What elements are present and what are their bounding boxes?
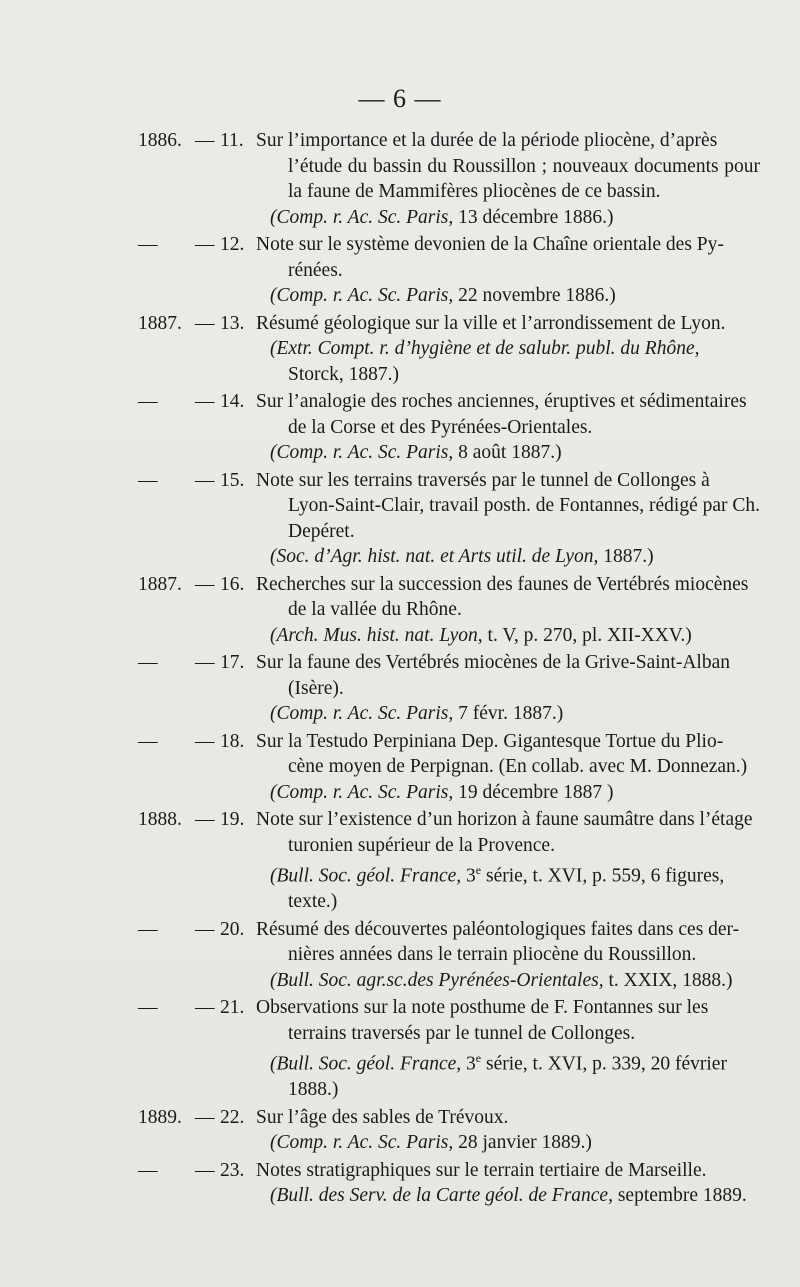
entry-reference-continued: 1888.) — [288, 1079, 339, 1100]
entry-head — [138, 232, 760, 258]
reference-details: 19 décembre 1887 ) — [453, 781, 614, 803]
entry-title: Recherches sur la succession des faunes de Vertébrés miocènes — [256, 573, 749, 595]
entry-reference — [138, 336, 760, 362]
reference-details: série, t. XVI, p. 339, 20 février — [481, 1053, 727, 1075]
entry-number: 23. — [220, 1159, 245, 1181]
bibliography-entry — [138, 995, 760, 1103]
entry-head — [138, 128, 760, 154]
entry-year: — — [138, 234, 158, 255]
entry-dash: — — [195, 809, 215, 830]
reference-journal: (Bull. des Serv. de la Carte géol. de France, — [270, 1185, 613, 1206]
entry-head — [138, 572, 760, 598]
reference-details: 7 févr. 1887.) — [453, 703, 564, 724]
bibliography-entry — [138, 311, 760, 388]
reference-details: t. V, p. 270, pl. XII-XXV.) — [482, 624, 692, 646]
reference-series: 3 — [461, 1053, 476, 1075]
bibliography-entry — [138, 232, 760, 309]
reference-details: 1887.) — [598, 546, 654, 567]
entry-head — [138, 389, 760, 415]
reference-details: 13 décembre 1886.) — [453, 206, 614, 228]
reference-journal: (Arch. Mus. hist. nat. Lyon, — [270, 624, 483, 646]
reference-details: série, t. XVI, p. 559, 6 figures, — [481, 865, 725, 887]
entry-title-continued: l’étude du bassin du Roussillon ; nouveaux documents pour la faune de Mammifères pliocènes de ce bassin. — [288, 155, 760, 202]
entry-title: Sur l’âge des sables de Trévoux. — [256, 1106, 509, 1128]
reference-details: septembre 1889. — [612, 1185, 747, 1206]
entry-number: 16. — [220, 573, 245, 595]
entry-dash: — — [195, 997, 215, 1018]
entry-title-continued: Lyon-Saint-Clair, travail posth. de Fontannes, rédigé par Ch. Depéret. — [288, 495, 760, 542]
reference-journal: (Comp. r. Ac. Sc. Paris, — [270, 703, 454, 724]
entry-title-continued: cène moyen de Perpignan. (En collab. avec M. Donnezan.) — [288, 756, 748, 777]
reference-superscript: e — [475, 863, 482, 877]
entry-number: 22. — [220, 1106, 245, 1128]
entry-reference-continued: texte.) — [288, 891, 338, 912]
entry-head — [138, 311, 760, 337]
bibliography-entry — [138, 572, 760, 649]
entry-title: Sur la faune des Vertébrés miocènes de la Grive-Saint-Alban — [256, 652, 730, 673]
entry-reference — [138, 968, 760, 994]
bibliography-entry — [138, 1158, 760, 1209]
entry-number: 12. — [220, 234, 245, 255]
bibliography-list — [138, 128, 760, 1211]
entry-title: Note sur le système devonien de la Chaîne orientale des Py- — [256, 234, 724, 255]
entry-number: 21. — [220, 997, 245, 1018]
reference-journal: (Bull. Soc. agr.sc.des Pyrénées-Orientales, — [270, 969, 604, 991]
reference-journal: (Comp. r. Ac. Sc. Paris, — [270, 781, 454, 803]
reference-journal: (Comp. r. Ac. Sc. Paris, — [270, 442, 454, 463]
reference-journal: (Comp. r. Ac. Sc. Paris, — [270, 1132, 454, 1153]
reference-details: 28 janvier 1889.) — [453, 1132, 592, 1153]
entry-title: Observations sur la note posthume de F. Fontannes sur les — [256, 997, 709, 1018]
entry-title-continued: de la Corse et des Pyrénées-Orientales. — [288, 416, 593, 438]
entry-reference — [138, 544, 760, 570]
entry-title: Note sur l’existence d’un horizon à faune saumâtre dans l’étage — [256, 809, 753, 830]
entry-title-continued: de la vallée du Rhône. — [288, 599, 462, 620]
entry-year: 1887. — [138, 573, 182, 595]
entry-title: Résumé géologique sur la ville et l’arrondissement de Lyon. — [256, 312, 726, 334]
entry-dash: — — [195, 1106, 215, 1128]
entry-number: 14. — [220, 391, 245, 412]
bibliography-entry — [138, 389, 760, 466]
reference-journal: (Bull. Soc. géol. France, — [270, 865, 462, 887]
entry-title-continued: nières années dans le terrain pliocène du Roussillon. — [288, 944, 697, 965]
entry-title: Sur la Testudo Perpiniana Dep. Gigantesque Tortue du Plio- — [256, 730, 724, 752]
entry-dash: — — [195, 312, 215, 334]
entry-year: — — [138, 391, 158, 412]
entry-title: Sur l’importance et la durée de la période pliocène, d’après — [256, 130, 718, 151]
entry-title: Sur l’analogie des roches anciennes, éruptives et sédimentaires — [256, 391, 747, 412]
entry-dash: — — [195, 391, 215, 412]
bibliography-entry — [138, 128, 760, 230]
entry-year: — — [138, 1159, 158, 1181]
bibliography-entry — [138, 468, 760, 570]
bibliography-entry — [138, 1105, 760, 1156]
entry-title: Résumé des découvertes paléontologiques faites dans ces der- — [256, 918, 740, 940]
reference-details: t. XXIX, 1888.) — [603, 969, 733, 991]
entry-head — [138, 1158, 760, 1184]
entry-head — [138, 650, 760, 676]
reference-superscript: e — [475, 1051, 482, 1065]
bibliography-entry — [138, 917, 760, 994]
entry-head — [138, 468, 760, 494]
entry-dash: — — [195, 130, 215, 151]
bibliography-entry — [138, 650, 760, 727]
entry-year: 1887. — [138, 312, 182, 334]
entry-title-continued: rénées. — [288, 259, 343, 281]
reference-journal: (Comp. r. Ac. Sc. Paris, — [270, 285, 454, 306]
reference-journal: (Soc. d’Agr. hist. nat. et Arts util. de Lyon, — [270, 546, 599, 567]
entry-reference — [138, 283, 760, 309]
entry-title-continued: turonien supérieur de la Provence. — [288, 834, 555, 856]
entry-reference — [138, 1183, 760, 1209]
entry-year: — — [138, 652, 158, 673]
reference-journal: (Comp. r. Ac. Sc. Paris, — [270, 206, 454, 228]
reference-journal: (Extr. Compt. r. d’hygiène et de salubr. publ. du Rhône, — [270, 338, 700, 359]
entry-reference — [138, 205, 760, 231]
entry-dash: — — [195, 918, 215, 940]
entry-head — [138, 807, 760, 833]
entry-year: — — [138, 918, 158, 940]
bibliography-entry — [138, 729, 760, 806]
entry-reference — [138, 440, 760, 466]
reference-details: 22 novembre 1886.) — [453, 285, 616, 306]
entry-number: 15. — [220, 469, 245, 491]
entry-dash: — — [195, 573, 215, 595]
entry-reference-continued: Storck, 1887.) — [288, 363, 400, 385]
entry-head — [138, 729, 760, 755]
reference-series: 3 — [461, 865, 476, 887]
entry-year: 1886. — [138, 130, 182, 151]
entry-head — [138, 917, 760, 943]
entry-reference — [138, 701, 760, 727]
entry-year: 1888. — [138, 809, 182, 830]
entry-number: 11. — [220, 130, 244, 151]
entry-head — [138, 1105, 760, 1131]
page-number: — 6 — — [358, 84, 442, 113]
entry-number: 19. — [220, 809, 245, 830]
entry-dash: — — [195, 469, 215, 491]
entry-year: — — [138, 730, 158, 752]
entry-title: Note sur les terrains traversés par le tunnel de Collonges à — [256, 469, 710, 491]
entry-reference — [138, 780, 760, 806]
entry-year: 1889. — [138, 1106, 182, 1128]
entry-year: — — [138, 997, 158, 1018]
entry-number: 17. — [220, 652, 245, 673]
entry-number: 18. — [220, 730, 245, 752]
reference-details: 8 août 1887.) — [453, 442, 562, 463]
entry-dash: — — [195, 730, 215, 752]
entry-dash: — — [195, 234, 215, 255]
entry-year: — — [138, 469, 158, 491]
entry-reference — [138, 858, 760, 889]
entry-number: 20. — [220, 918, 245, 940]
entry-reference — [138, 623, 760, 649]
entry-title: Notes stratigraphiques sur le terrain tertiaire de Marseille. — [256, 1159, 707, 1181]
entry-title-continued: terrains traversés par le tunnel de Collonges. — [288, 1022, 636, 1044]
entry-dash: — — [195, 652, 215, 673]
entry-reference — [138, 1130, 760, 1156]
entry-head — [138, 995, 760, 1021]
entry-dash: — — [195, 1159, 215, 1181]
entry-reference — [138, 1046, 760, 1077]
reference-journal: (Bull. Soc. géol. France, — [270, 1053, 462, 1075]
entry-title-continued: (Isère). — [288, 677, 344, 699]
entry-number: 13. — [220, 312, 245, 334]
bibliography-entry — [138, 807, 760, 915]
